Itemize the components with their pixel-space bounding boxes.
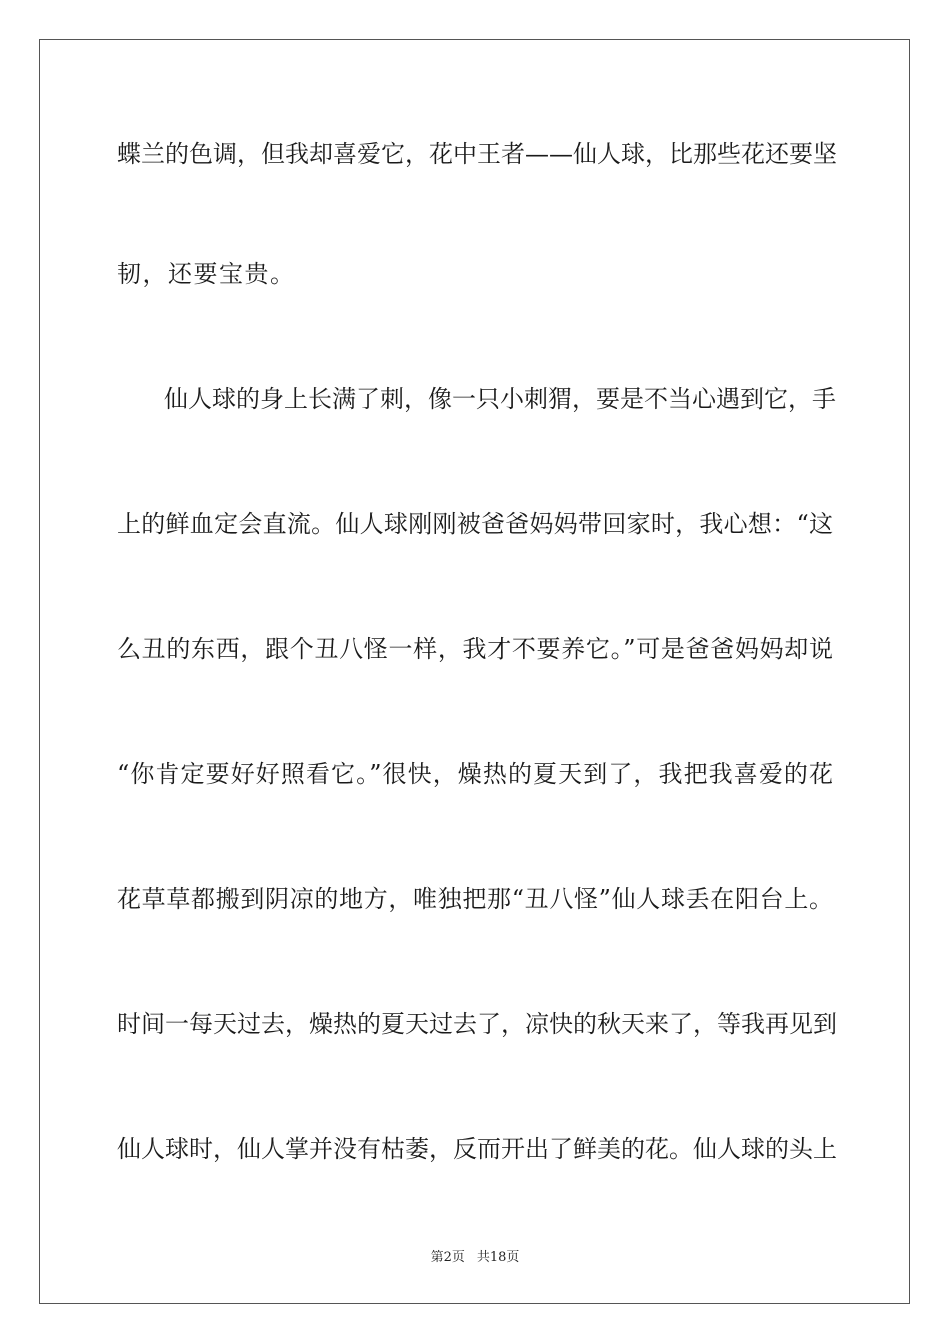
page-total: 共18页 (476, 1250, 520, 1265)
text-line-3: 仙人球的身上长满了刺，像一只小刺猬，要是不当心遇到它，手 (164, 385, 836, 413)
page-border (39, 39, 910, 1304)
text-line-2: 韧，还要宝贵。 (117, 260, 296, 288)
text-line-9: 仙人球时，仙人掌并没有枯萎，反而开出了鲜美的花。仙人球的头上 (117, 1135, 837, 1163)
text-line-7: 花草草都搬到阴凉的地方，唯独把那“丑八怪”仙人球丢在阳台上。 (117, 885, 833, 913)
text-line-1: 蝶兰的色调，但我却喜爱它，花中王者——仙人球，比那些花还要坚 (117, 140, 837, 168)
text-line-4: 上的鲜血定会直流。仙人球刚刚被爸爸妈妈带回家时，我心想：“这 (117, 510, 833, 538)
page-footer (0, 1250, 950, 1266)
page-number: 第2页 (430, 1250, 465, 1265)
text-line-6: “你肯定要好好照看它。”很快，燥热的夏天到了，我把我喜爱的花 (117, 760, 833, 788)
text-line-5: 么丑的东西，跟个丑八怪一样，我才不要养它。”可是爸爸妈妈却说 (117, 635, 833, 663)
text-line-8: 时间一每天过去，燥热的夏天过去了，凉快的秋天来了，等我再见到 (117, 1010, 837, 1038)
